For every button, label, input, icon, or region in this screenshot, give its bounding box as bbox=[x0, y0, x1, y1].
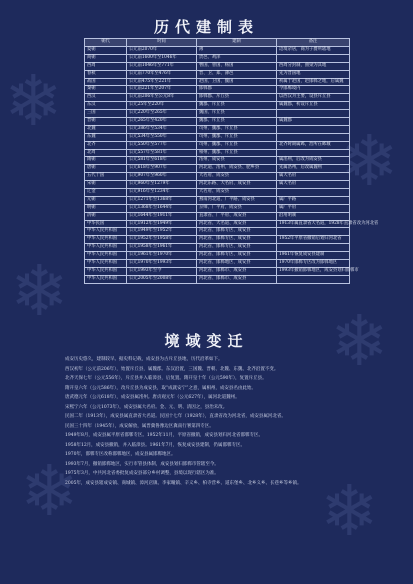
table-row bbox=[85, 157, 350, 165]
table-cell: 属广平府 bbox=[277, 204, 350, 212]
paragraph: 2005年，成安县辖成安镇、商城镇、漳河店镇、李家疃镇、辛义乡、柏寺营乡、道东堡乡、北乡义乡、长巷乡等乡镇。 bbox=[65, 480, 302, 486]
table-row bbox=[85, 86, 350, 94]
table-cell: 北周 bbox=[85, 149, 127, 157]
table-cell: 相州、魏郡、斥丘县 bbox=[197, 149, 277, 157]
table-cell: 公元534年至550年 bbox=[127, 133, 197, 141]
table-row bbox=[85, 102, 350, 110]
table-cell: 公元557年至581年 bbox=[127, 149, 197, 157]
table-cell bbox=[277, 189, 350, 197]
paragraph: 民国三十四年（1945年），成安解放，属晋冀鲁豫边区冀南行署第四专区。 bbox=[65, 423, 214, 429]
table-cell: 河北省、邯郸地区、成安县 bbox=[197, 260, 277, 268]
table-cell: 司州、魏郡、斥丘县 bbox=[197, 125, 277, 133]
table-row bbox=[85, 141, 350, 149]
paragraph: 宋熙宁六年（公元1073年），成安县属大名府。金、元、明、清因之，县治未改。 bbox=[65, 404, 228, 410]
table-row bbox=[85, 244, 350, 252]
table-cell: 春秋 bbox=[85, 70, 127, 78]
table-cell bbox=[277, 125, 350, 133]
table-cell: 邯郸郡 bbox=[197, 86, 277, 94]
table-row bbox=[85, 267, 350, 275]
table-cell: 秦朝 bbox=[85, 86, 127, 94]
table-cell: 公元916年至1234年 bbox=[127, 189, 197, 197]
table-cell bbox=[277, 110, 350, 118]
table-cell: 夏朝 bbox=[85, 47, 127, 55]
table-cell: 属魏郡 bbox=[277, 118, 350, 126]
column-header: 时间 bbox=[127, 39, 197, 47]
table-cell: 先为晋国地 bbox=[277, 70, 350, 78]
table-cell: 魏国、斥丘县 bbox=[197, 110, 277, 118]
table-cell: 京师、广平府、成安县 bbox=[197, 204, 277, 212]
table-cell: 中华人民共和国 bbox=[85, 267, 127, 275]
table-cell: 公元1644年至1911年 bbox=[127, 212, 197, 220]
table-cell: 战国 bbox=[85, 78, 127, 86]
dynasty-table bbox=[84, 38, 379, 284]
table-cell: 五代十国 bbox=[85, 173, 127, 181]
table-header-row bbox=[85, 39, 350, 47]
table-cell: 大名府、成安县 bbox=[197, 189, 277, 197]
table-row bbox=[85, 54, 350, 62]
table-cell: 中华人民共和国 bbox=[85, 244, 127, 252]
table-cell: 直隶省、广平府、成安县 bbox=[197, 212, 277, 220]
table-row bbox=[85, 78, 350, 86]
table-cell: 司州、魏郡、斥丘县 bbox=[197, 141, 277, 149]
table-cell: 公元前206年至公元8年 bbox=[127, 94, 197, 102]
table-row bbox=[85, 228, 350, 236]
table-cell: 北齐 bbox=[85, 141, 127, 149]
table-row bbox=[85, 260, 350, 268]
table-cell: 公元1949年至1952年 bbox=[127, 228, 197, 236]
table-cell bbox=[277, 149, 350, 157]
table-cell: 西汉 bbox=[85, 94, 127, 102]
table-cell: 河北省、邯郸专区、成安县 bbox=[197, 244, 277, 252]
table-cell: 先属洺州，后改属魏州 bbox=[277, 165, 350, 173]
table-cell: 河北省、邯郸专区、成安县 bbox=[197, 252, 277, 260]
table-cell: 中华民国 bbox=[85, 220, 127, 228]
table-cell: 公元1952年至1958年 bbox=[127, 236, 197, 244]
table-cell: 北魏 bbox=[85, 125, 127, 133]
snowflake-watermark-icon: ❄ bbox=[320, 470, 379, 552]
table-cell: 曹国、曾国、杨国 bbox=[197, 62, 277, 70]
table-row bbox=[85, 181, 350, 189]
paragraph: 北齐天保七年（公元556年），斥丘县并入临漳县，后复置。隋开皇十年（公元590年），复置斥丘县。 bbox=[65, 376, 267, 381]
paragraph: 1949年8月，成安县属平原省邯郸专区。1952年11月，平原省撤销，成安县划归河北省邯郸专区。 bbox=[65, 433, 263, 438]
snowflake-watermark-icon: ❄ bbox=[340, 120, 399, 202]
table-row bbox=[85, 236, 350, 244]
table-cell: 1970年邯郸专区改为邯郸地区 bbox=[277, 260, 350, 268]
table-cell: 1913年属直隶省大名道，1928年直隶省改为河北省 bbox=[277, 220, 350, 228]
table-cell: 西周分封制，曲梁为其地 bbox=[277, 62, 350, 70]
table-row bbox=[85, 173, 350, 181]
table-cell: 商朝 bbox=[85, 54, 127, 62]
table-cell: 唐朝 bbox=[85, 165, 127, 173]
table-cell: 公元1970年至1993年 bbox=[127, 260, 197, 268]
table-cell: 河北省、邯郸市、成安县 bbox=[197, 267, 277, 275]
body-text bbox=[56, 356, 366, 489]
table-cell: 贵邑、鸡泽 bbox=[197, 54, 277, 62]
table-cell: 中华人民共和国 bbox=[85, 252, 127, 260]
table-body bbox=[85, 46, 379, 284]
table-cell: 属洺州，后改为成安县 bbox=[277, 157, 350, 165]
table-row bbox=[85, 165, 350, 173]
table-cell: 1961年恢复成安县建制 bbox=[277, 252, 350, 260]
table-cell: 辽金 bbox=[85, 189, 127, 197]
table-cell: 属大名府 bbox=[277, 173, 350, 181]
table-cell: 中华人民共和国 bbox=[85, 236, 127, 244]
table-cell: 薄 bbox=[197, 47, 277, 55]
paragraph: 1970年，邯郸专区改称邯郸地区，成安县属邯郸地区。 bbox=[65, 452, 176, 457]
section-title: 境域变迁 bbox=[164, 332, 249, 350]
table-cell: 晋朝 bbox=[85, 118, 127, 126]
table-row bbox=[85, 212, 350, 220]
table-row bbox=[85, 118, 350, 126]
table-cell: 河北省、邯郸专区、成安县 bbox=[197, 228, 277, 236]
table-cell: 元朝 bbox=[85, 196, 127, 204]
table-cell: 燕南河北道、广平路、成安县 bbox=[197, 196, 277, 204]
table-cell: 洺州、成安县 bbox=[197, 157, 277, 165]
table-cell: 公元2005年至2008年 bbox=[127, 275, 197, 283]
table-cell: 公元618年至907年 bbox=[127, 165, 197, 173]
table-cell: 大名府、成安县 bbox=[197, 173, 277, 181]
table-cell: 公元25年至220年 bbox=[127, 102, 197, 110]
table-cell: 以西汉为主要，设县斥丘县 bbox=[277, 94, 350, 102]
table-cell: 公元581年至618年 bbox=[127, 157, 197, 165]
table-cell: 东魏 bbox=[85, 133, 127, 141]
paragraph: 隋开皇六年（公元586年），改斥丘县为成安县，取“成就安宁”之意，属相州，成安县名由此始。 bbox=[65, 385, 256, 391]
table-cell: 中华人民共和国 bbox=[85, 275, 127, 283]
paragraph: 成安历史悠久，建制较早。据史料记载，成安县为古斥丘县地，历代沿革如下。 bbox=[65, 357, 223, 362]
table-cell: 河北省、邯郸专区、成安县 bbox=[197, 236, 277, 244]
table-cell: 河北东路、大名府、成安县 bbox=[197, 181, 277, 189]
table-cell: 公元1912年至1949年 bbox=[127, 220, 197, 228]
table-row bbox=[85, 47, 350, 55]
paragraph: 民国二年（1913年），成安县属直隶省大名道。民国十七年（1928年），直隶省改为河北省，成安县属河北省。 bbox=[65, 414, 286, 419]
snowflake-watermark-icon: ❄ bbox=[10, 250, 69, 332]
table-cell: 沿用明制 bbox=[277, 212, 350, 220]
table-cell: 公元前1600年至1046年 bbox=[127, 54, 197, 62]
table-cell: 今邯郸境内 bbox=[277, 86, 350, 94]
table-cell: 邯郸郡、斥丘县 bbox=[197, 94, 277, 102]
table-cell: 河北省、大名道、成安县 bbox=[197, 220, 277, 228]
table-cell: 公元前2070年 bbox=[127, 47, 197, 55]
table-cell bbox=[277, 54, 350, 62]
paragraph: 1993年7月，撤销邯郸地区，实行市管县体制，成安县划归邯郸市管辖至今。 bbox=[65, 461, 219, 467]
table-cell: 公元1368年至1644年 bbox=[127, 204, 197, 212]
table-cell: 公元1961年至1970年 bbox=[127, 252, 197, 260]
table-cell: 初属于赵国，赵邯郸之地，后属魏 bbox=[277, 78, 350, 86]
table-row bbox=[85, 70, 350, 78]
table-cell: 晋、卫、郑、薄邑 bbox=[197, 70, 277, 78]
table-cell: 1993年撤销邯郸地区，成安县划归邯郸市 bbox=[277, 267, 350, 275]
table-cell: 魏郡、斥丘县 bbox=[197, 118, 277, 126]
paragraph: 唐武德元年（公元618年），成安县属洺州。唐贞观元年（公元627年），属河北道魏州。 bbox=[65, 395, 240, 400]
table-cell: 三国 bbox=[85, 110, 127, 118]
table-cell: 赵国、卫国、魏国 bbox=[197, 78, 277, 86]
table-cell: 公元前770年至476年 bbox=[127, 70, 197, 78]
table-row bbox=[85, 62, 350, 70]
table-row bbox=[85, 133, 350, 141]
table-cell bbox=[277, 133, 350, 141]
table-row bbox=[85, 220, 350, 228]
snowflake-watermark-icon: ❄ bbox=[4, 60, 63, 142]
table-cell: 明朝 bbox=[85, 204, 127, 212]
table-cell: 公元前221年至207年 bbox=[127, 86, 197, 94]
table-cell: 清朝 bbox=[85, 212, 127, 220]
table-row bbox=[85, 189, 350, 197]
table-cell: 公元386年至534年 bbox=[127, 125, 197, 133]
table-row bbox=[85, 110, 350, 118]
paragraph: 1958年12月，成安县撤销，并入临漳县。1961年7月，恢复成安县建制，仍属邯郸专区。 bbox=[65, 442, 245, 448]
table-cell: 宋朝 bbox=[85, 181, 127, 189]
table-cell: 1952年平原省撤销后划归河北省 bbox=[277, 236, 350, 244]
table-row bbox=[85, 204, 350, 212]
snowflake-watermark-icon: ❄ bbox=[330, 300, 389, 382]
table-cell: 公元前475年至221年 bbox=[127, 78, 197, 86]
table-cell bbox=[277, 228, 350, 236]
table-cell: 中华人民共和国 bbox=[85, 260, 127, 268]
table-cell: 河北道、洺州、成安县、肥乡县 bbox=[197, 165, 277, 173]
table-row bbox=[85, 252, 350, 260]
page-title: 历代建制表 bbox=[153, 18, 259, 36]
table-cell: 公元1271年至1368年 bbox=[127, 196, 197, 204]
table-cell bbox=[277, 275, 350, 283]
table-cell: 西周 bbox=[85, 62, 127, 70]
table-cell: 属大名府 bbox=[277, 181, 350, 189]
table-row bbox=[85, 149, 350, 157]
paragraph: 西汉初年（公元前206年），始置斥丘县，属魏郡。东汉沿置，三国魏、晋朝、北魏、东魏、北齐沿置不变。 bbox=[65, 366, 279, 372]
table-cell: 司州、魏郡、斥丘县 bbox=[197, 133, 277, 141]
table-cell: 魏郡、斥丘县 bbox=[197, 102, 277, 110]
table-cell: 公元907年至960年 bbox=[127, 173, 197, 181]
column-header: 朝代 bbox=[85, 39, 127, 47]
table-row bbox=[85, 125, 350, 133]
table-cell bbox=[277, 244, 350, 252]
table-cell: 公元550年至577年 bbox=[127, 141, 197, 149]
table-cell: 北齐时期属邺，治所在邺城 bbox=[277, 141, 350, 149]
column-header: 建制 bbox=[197, 39, 277, 47]
table-cell: 公元1993年至今 bbox=[127, 267, 197, 275]
table-row bbox=[85, 275, 350, 283]
paragraph: 1975年3月，中共河北省委批复成安县部分乡村调整，县境以现行辖区为准。 bbox=[65, 471, 219, 476]
table-cell: 边境杂居，商为子爵所辖地 bbox=[277, 47, 350, 55]
table-cell: 公元前1046年至771年 bbox=[127, 62, 197, 70]
table-cell: 属广平路 bbox=[277, 196, 350, 204]
table-cell: 东汉 bbox=[85, 102, 127, 110]
table-cell: 公元960年至1279年 bbox=[127, 181, 197, 189]
table-cell: 公元220年至265年 bbox=[127, 110, 197, 118]
table-cell: 河北省、邯郸市、成安县 bbox=[197, 275, 277, 283]
table-cell: 隋朝 bbox=[85, 157, 127, 165]
table-row bbox=[85, 196, 350, 204]
table-cell: 中华人民共和国 bbox=[85, 228, 127, 236]
table-cell: 属魏郡，初设斥丘县 bbox=[277, 102, 350, 110]
snowflake-watermark-icon: ❄ bbox=[20, 450, 79, 532]
table-cell: 公元265年至420年 bbox=[127, 118, 197, 126]
table-cell: 公元1958年至1961年 bbox=[127, 244, 197, 252]
table-row bbox=[85, 94, 350, 102]
column-header: 备注 bbox=[277, 39, 350, 47]
